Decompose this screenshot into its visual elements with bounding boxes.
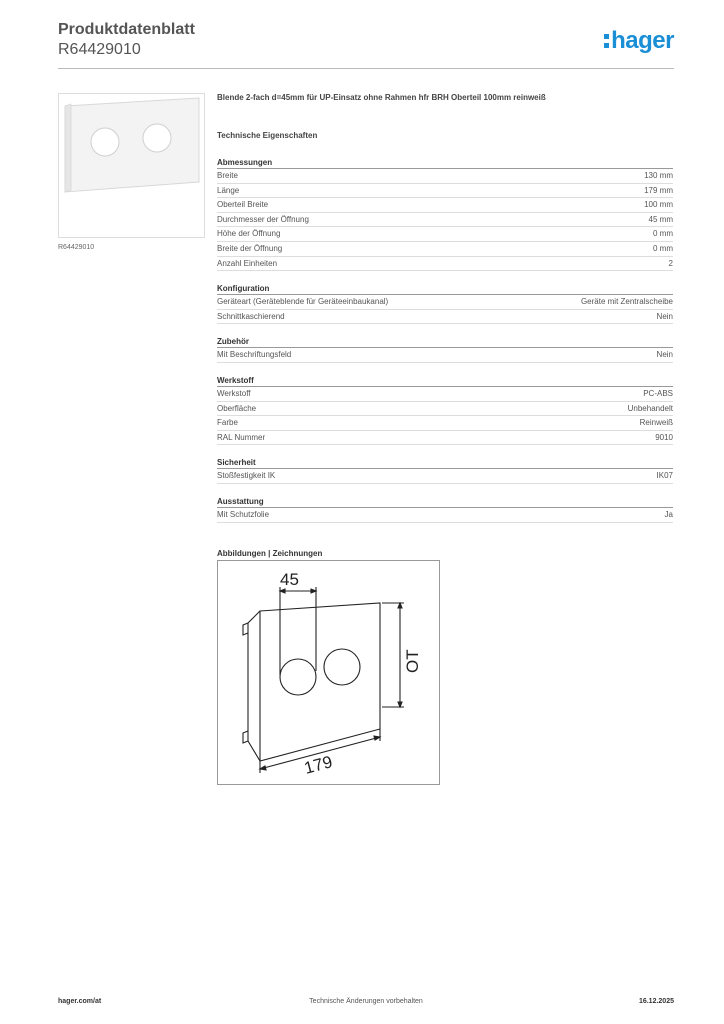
spec-section (217, 375, 673, 445)
section-title: Zubehör (217, 336, 673, 348)
spec-label: Geräteart (Geräteblende für Geräteeinbaukanal) (217, 297, 389, 307)
figures-heading: Abbildungen | Zeichnungen (217, 548, 323, 558)
spec-row (217, 431, 673, 446)
logo-dots-icon (604, 34, 609, 48)
diameter-label: 45 (280, 570, 299, 589)
spec-value: 130 mm (644, 171, 673, 180)
footer-disclaimer: Technische Änderungen vorbehalten (309, 998, 423, 1005)
spec-row (217, 508, 673, 523)
spec-sections (217, 157, 673, 523)
product-thumbnail (58, 93, 205, 238)
product-image-icon (59, 94, 204, 237)
spec-section (217, 457, 673, 484)
product-title: Blende 2-fach d=45mm für UP-Einsatz ohne Rahmen hfr BRH Oberteil 100mm reinweiß (217, 93, 546, 102)
thumbnail-caption: R64429010 (58, 244, 95, 251)
spec-label: Oberfläche (217, 403, 257, 413)
spec-label: RAL Nummer (217, 432, 266, 442)
spec-section (217, 496, 673, 523)
section-title: Werkstoff (217, 375, 673, 387)
height-label: OT (403, 649, 422, 673)
datasheet-content (217, 93, 673, 561)
spec-label: Mit Schutzfolie (217, 509, 270, 519)
spec-label: Höhe der Öffnung (217, 229, 281, 239)
spec-row (217, 257, 673, 272)
spec-row (217, 348, 673, 363)
footer-date: 16.12.2025 (638, 998, 674, 1005)
spec-value: 0 mm (653, 229, 673, 239)
spec-value: 2 (668, 258, 673, 268)
product-code: R64429010 (58, 41, 141, 58)
spec-row (217, 169, 673, 184)
spec-row (217, 387, 673, 402)
logo-wordmark: hager (611, 27, 674, 54)
spec-row (217, 242, 673, 257)
spec-value: Nein (656, 350, 673, 360)
spec-label: Breite (217, 171, 238, 180)
spec-section (217, 157, 673, 271)
spec-value: 179 mm (644, 185, 673, 195)
spec-label: Durchmesser der Öffnung (217, 214, 309, 224)
spec-row (217, 227, 673, 242)
spec-label: Mit Beschriftungsfeld (217, 350, 292, 360)
spec-label: Stoßfestigkeit IK (217, 471, 276, 481)
spec-value: PC-ABS (643, 388, 673, 398)
tech-heading: Technische Eigenschaften (217, 131, 318, 140)
page-header (58, 20, 674, 70)
section-title: Konfiguration (217, 283, 673, 295)
section-title: Sicherheit (217, 457, 673, 469)
hager-logo (604, 28, 674, 54)
section-title: Abmessungen (217, 157, 673, 169)
spec-row (217, 198, 673, 213)
spec-value: 9010 (655, 432, 673, 442)
spec-value: Nein (656, 311, 673, 321)
spec-section (217, 283, 673, 324)
page-title: Produktdatenblatt (58, 21, 195, 38)
spec-value: IK07 (656, 471, 673, 481)
spec-label: Oberteil Breite (217, 200, 269, 210)
spec-row (217, 469, 673, 484)
header-divider (58, 68, 674, 69)
spec-row (217, 402, 673, 417)
section-title: Ausstattung (217, 496, 673, 508)
spec-value: 45 mm (648, 214, 673, 224)
footer-website-link[interactable]: hager.com/at (58, 998, 102, 1005)
spec-label: Anzahl Einheiten (217, 258, 278, 268)
page-footer (58, 998, 674, 1010)
spec-row (217, 213, 673, 228)
spec-row (217, 184, 673, 199)
spec-label: Schnittkaschierend (217, 311, 285, 321)
spec-value: 0 mm (653, 243, 673, 253)
spec-section (217, 336, 673, 363)
length-label: 179 (302, 752, 335, 778)
spec-value: Ja (664, 509, 673, 519)
technical-drawing (217, 560, 440, 785)
spec-label: Farbe (217, 418, 238, 428)
dimension-drawing-icon (218, 561, 439, 784)
spec-value: Reinweiß (639, 418, 673, 428)
spec-label: Länge (217, 185, 240, 195)
spec-row (217, 295, 673, 310)
spec-label: Werkstoff (217, 388, 251, 398)
spec-label: Breite der Öffnung (217, 243, 283, 253)
spec-value: Unbehandelt (627, 403, 673, 413)
spec-row (217, 310, 673, 325)
spec-row (217, 416, 673, 431)
spec-value: Geräte mit Zentralscheibe (580, 297, 673, 307)
spec-value: 100 mm (644, 200, 673, 210)
